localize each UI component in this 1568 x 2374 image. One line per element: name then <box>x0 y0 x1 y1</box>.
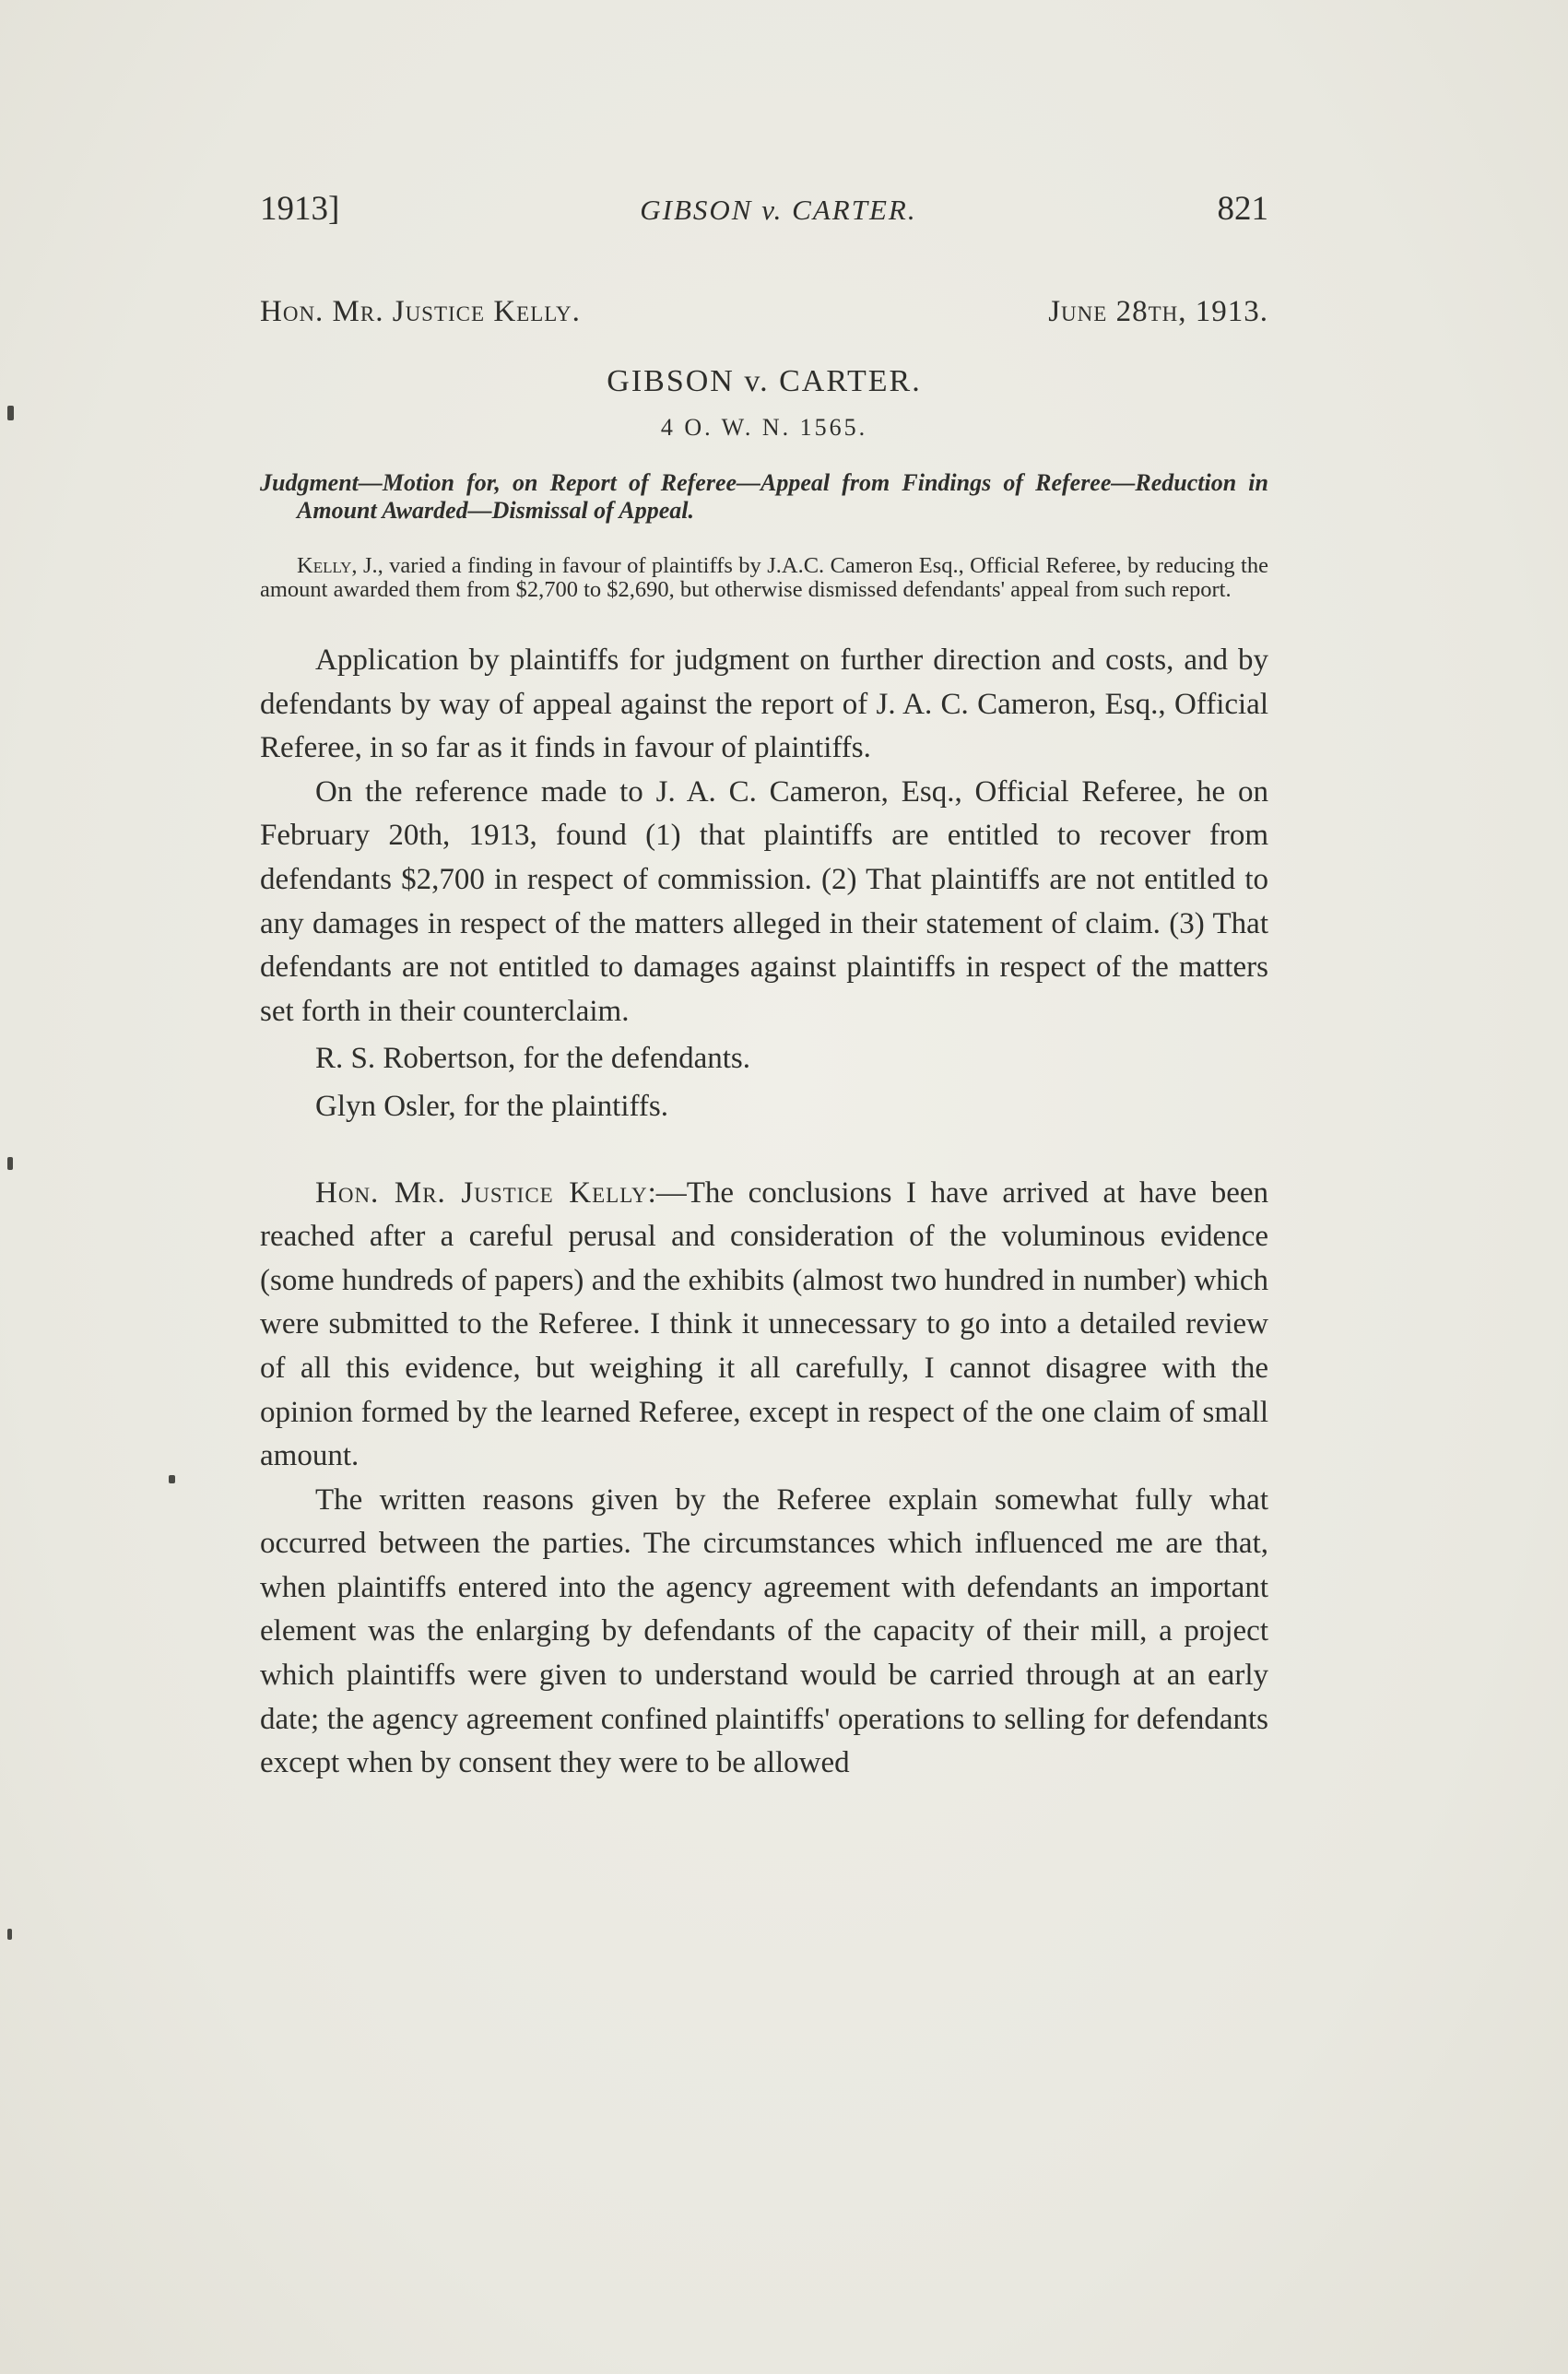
margin-mark <box>7 406 14 420</box>
application-paragraph: Application by plaintiffs for judgment on further direction and costs, and by defendants by way of appeal against the report of J. A. C. Cameron, Esq., Official Referee, in so far as it finds in favour of plaintiffs. <box>260 644 1268 765</box>
counsel-defendants: R. S. Robertson, for the defendants. <box>315 1042 751 1076</box>
margin-mark <box>7 1929 12 1940</box>
judge-name: Hon. Mr. Justice Kelly. <box>260 295 581 328</box>
reference-paragraph: On the reference made to J. A. C. Cameron, Esq., Official Referee, he on February 20th, 1913, found (1) that plaintiffs are entitled to recover from defendants $2,700 in respect of commission. (2) That plaintiffs are not entitled to any damages in respect of the matters alleged in their statement of claim. (3) That defendants are not entitled to damages against plaintiffs in respect of the matters set forth in their counterclaim. <box>260 774 1268 1028</box>
opinion-text: :—The conclusions I have arrived at have been reached after a careful perusal and consideration of the voluminous evidence (some hundreds of papers) and the exhibits (almost two hundred in number) which were submitted to the Referee. I think it unnecessary to go into a detailed review of all this evidence, but weighing it all carefully, I cannot disagree with the opinion formed by the learned Referee, except in respect of the one claim of small amount. <box>260 1175 1268 1473</box>
running-head-title: GIBSON v. CARTER. <box>640 194 917 226</box>
opinion-paragraph <box>260 1172 1268 1479</box>
page-number: 821 <box>1217 190 1268 228</box>
running-head <box>260 189 1268 244</box>
opinion-speaker: Hon. Mr. Justice Kelly <box>315 1175 648 1210</box>
judge-line <box>260 295 1268 329</box>
decision-date: June 28th, 1913. <box>1048 295 1268 328</box>
summary-text: , varied a finding in favour of plaintiffs by J.A.C. Cameron Esq., Official Referee, by reducing the amount awarded them from $2,700 to $2,690, but otherwise dismissed defendants' appeal from such report. <box>260 553 1268 602</box>
counsel-plaintiffs: Glyn Osler, for the plaintiffs. <box>315 1089 668 1123</box>
headnote: Judgment—Motion for, on Report of Referee—Appeal from Findings of Referee—Reduction in Amount Awarded—Dismissal of Appeal. <box>260 469 1268 524</box>
body-text <box>260 639 1268 1786</box>
text-column <box>260 189 1268 1786</box>
reasons-paragraph: The written reasons given by the Referee explain somewhat fully what occurred between the parties. The circumstances which influenced me are that, when plaintiffs entered into the agency agreement with defendants an important element was the enlarging by defendants of the capacity of their mill, a project which plaintiffs were given to understand would be carried through at an early date; the agency agreement confined plaintiffs' operations to selling for defendants except when by consent they were to be allowed <box>260 1482 1268 1780</box>
citation: 4 O. W. N. 1565. <box>660 414 868 441</box>
margin-mark <box>7 1157 13 1170</box>
running-head-year: 1913] <box>260 190 340 228</box>
case-summary <box>260 554 1268 602</box>
summary-judge: Kelly, J. <box>297 553 378 578</box>
margin-mark <box>169 1475 175 1483</box>
case-title: GIBSON v. CARTER. <box>607 364 922 398</box>
